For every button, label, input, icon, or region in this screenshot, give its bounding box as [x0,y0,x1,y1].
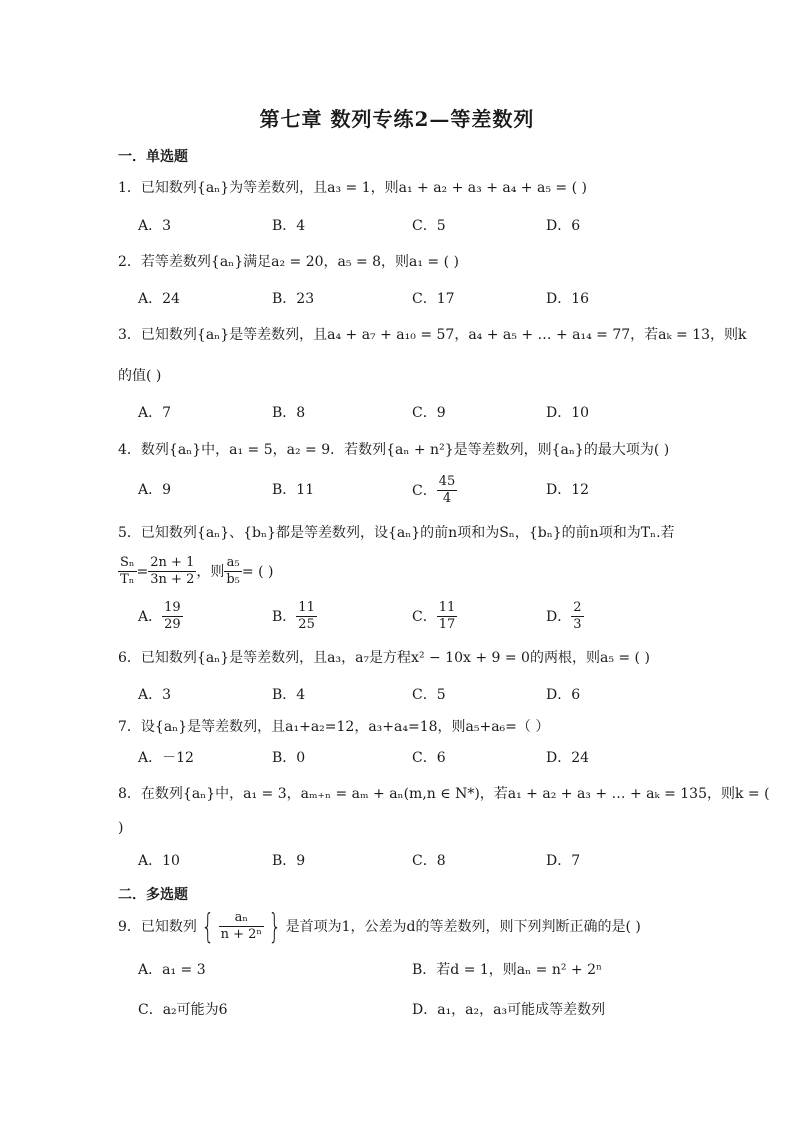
q8-option-a: A．10 [138,853,180,869]
page-title: 第七章 数列专练2—等差数列 [259,107,535,131]
q2-option-a: A．24 [138,291,180,307]
q2-option-d: D．16 [546,291,590,307]
q6-option-b: B．4 [272,687,306,703]
section-multiple-choice: 二．多选题 [118,887,188,903]
q5-fraction-a-b: $\frac{\text{a₅}}{\text{b₅}}$ [226,555,240,587]
q3-option-c: C．9 [412,405,446,421]
question-5: 5．已知数列{aₙ}、{bₙ}都是等差数列，设{aₙ}的前n项和为Sₙ，{bₙ}的前n项和为Tₙ.若 [118,525,675,541]
question-3-line2: 的值( ) [118,368,162,384]
section-single-choice: 一．单选题 [118,149,188,165]
q2-option-b: B．23 [272,291,315,307]
q5-option-d: D． $\frac{2}{3}$ [546,600,582,632]
q1-option-a: A．3 [138,218,172,234]
q9-option-a: A．a₁ = 3 [138,962,206,978]
q7-option-c: C．6 [412,750,446,766]
q9-fraction: $\frac{\text{aₙ}}{\text{n + 2ⁿ}}$ [220,910,262,942]
q4-option-c [412,474,457,507]
q4-option-d: D．12 [546,482,590,498]
right-brace-icon: } [268,906,282,947]
q4-option-c-label: C． [412,482,437,499]
question-5-line2: $\frac{\text{Sₙ}}{\text{Tₙ}}$ = $\frac{2n + 1}{3n + 2}$ ，则 $\frac{\text{a₅}}{\text{b₅}}$ = ( ) [120,555,274,587]
question-7: 7．设{aₙ}是等差数列，且a₁+a₂=12，a₃+a₄=18，则a₅+a₆=（ ） [118,719,550,735]
question-3: 3．已知数列{aₙ}是等差数列，且a₄ + a₇ + a₁₀ = 57，a₄ + a₅ + … + a₁₄ = 77，若aₖ = 13，则k [118,327,747,343]
q5-fraction-ratio: $\frac{2n + 1}{3n + 2}$ [150,555,195,587]
q4-option-a: A．9 [138,482,172,498]
q8-option-d: D．7 [546,853,581,869]
q5-option-c: C． $\frac{11}{17}$ [412,600,456,632]
q6-option-a: A．3 [138,687,172,703]
q4-option-c-fraction: $\frac{45}{4}$ [438,474,456,506]
q3-option-b: B．8 [272,405,306,421]
q9-option-b: B．若d = 1，则aₙ = n² + 2ⁿ [412,962,603,978]
q5-option-b: B． $\frac{11}{25}$ [272,600,315,632]
q6-option-d: D．6 [546,687,581,703]
question-8: 8．在数列{aₙ}中，a₁ = 3，aₘ₊ₙ = aₘ + aₙ(m,n ∈ N*)，若a₁ + a₂ + a₃ + … + aₖ = 135，则k = ( [118,786,770,802]
q5-fraction-s-t: $\frac{\text{Sₙ}}{\text{Tₙ}}$ [120,555,135,587]
q8-option-b: B．9 [272,853,306,869]
question-8-line2: ) [118,820,124,836]
q1-option-b: B．4 [272,218,306,234]
question-4: 4．数列{aₙ}中，a₁ = 5，a₂ = 9．若数列{aₙ + n²}是等差数列，则{aₙ}的最大项为( ) [118,442,670,458]
q7-option-b: B．0 [272,750,306,766]
question-1: 1．已知数列{aₙ}为等差数列，且a₃ = 1，则a₁ + a₂ + a₃ + a₄ + a₅ = ( ) [118,180,587,196]
q2-option-c: C．17 [412,291,455,307]
q1-option-c: C．5 [412,218,446,234]
q3-option-a: A．7 [138,405,172,421]
q4-option-b: B．11 [272,482,315,498]
q6-option-c: C．5 [412,687,446,703]
question-9: 9．已知数列 { $\frac{\text{aₙ}}{\text{n + 2ⁿ}}$ } 是首项为1，公差为d的等差数列，则下列判断正确的是( ) [118,906,641,947]
question-6: 6．已知数列{aₙ}是等差数列，且a₃，a₇是方程x² − 10x + 9 = 0的两根，则a₅ = ( ) [118,650,650,666]
q7-option-d: D．24 [546,750,590,766]
q8-option-c: C．8 [412,853,446,869]
left-brace-icon: { [201,906,215,947]
q5-option-a: A． $\frac{19}{29}$ [138,600,181,632]
q9-option-d: D．a₁，a₂，a₃可能成等差数列 [412,1002,606,1018]
q7-option-a: A．－12 [138,750,194,766]
q9-option-c: C．a₂可能为6 [138,1002,228,1018]
q1-option-d: D．6 [546,218,581,234]
question-2: 2．若等差数列{aₙ}满足a₂ = 20，a₅ = 8，则a₁ = ( ) [118,254,459,270]
q3-option-d: D．10 [546,405,590,421]
